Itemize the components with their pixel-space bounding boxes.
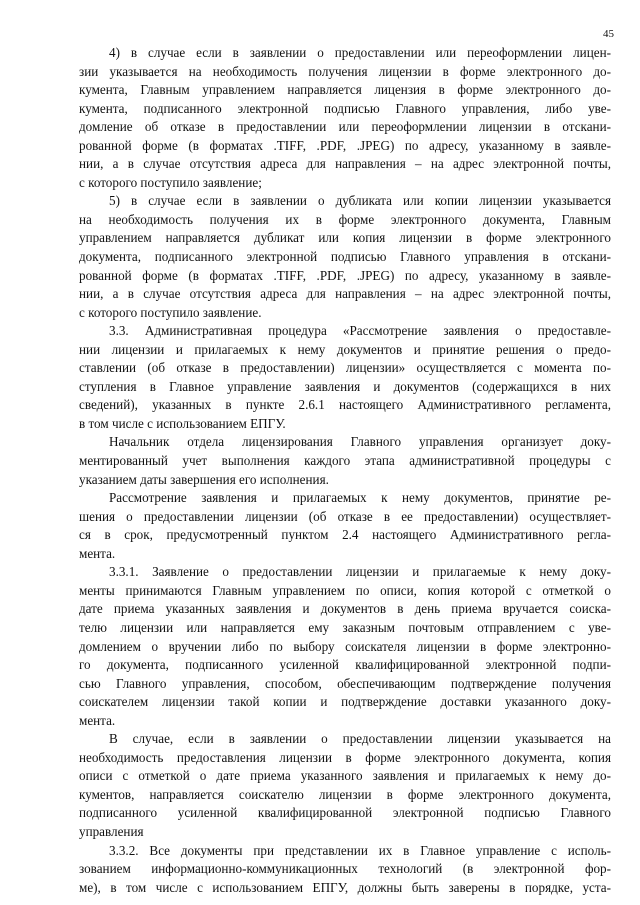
page-number: 45: [603, 28, 614, 40]
text-line: Рассмотрение заявления и прилагаемых к нему документов, принятие ре-: [109, 490, 611, 506]
text-line: рованной форме (в форматах .TIFF, .PDF, .JPEG) по адресу, указанному в заявле-: [79, 267, 611, 283]
text-line: сью Главного управления, способом, обеспечивающим подтверждение получения: [79, 675, 611, 691]
text-line: ме), в том числе с использованием ЕПГУ, должны быть заверены в порядке, уста-: [79, 879, 611, 895]
text-line: кументов, направляется соискателю лицензии в форме электронного документа,: [79, 786, 611, 802]
text-line: 3.3.1. Заявление о предоставлении лицензии и прилагаемые к нему доку-: [109, 564, 611, 580]
text-line: ментированный учет выполнения каждого этапа административной процедуры с: [79, 453, 611, 469]
text-line: указанием даты завершения его исполнения.: [79, 471, 329, 487]
text-line: управления: [79, 823, 144, 839]
text-line: телю лицензии или направляется ему заказным почтовым отправлением с уве-: [79, 619, 611, 635]
text-line: кумента, Главным управлением направляется лицензия в форме электронного до-: [79, 82, 611, 98]
text-line: нии, а в случае отсутствия адреса для направления – на адрес электронной почты,: [79, 286, 611, 302]
text-line: Начальник отдела лицензирования Главного управления организует доку-: [109, 434, 611, 450]
text-line: ступления в Главное управление заявления и документов (содержащихся в них: [79, 378, 611, 394]
text-line: нии лицензии и прилагаемых к нему документов и принятие решения о предо-: [79, 341, 611, 357]
text-line: кумента, подписанного электронной подписью Главного управления, либо уве-: [79, 100, 611, 116]
text-line: зованием информационно-коммуникационных технологий (в электронной фор-: [79, 861, 611, 877]
text-line: необходимость предоставления лицензии в форме электронного документа, копия: [79, 749, 611, 765]
text-line: В случае, если в заявлении о предоставлении лицензии указывается на: [109, 731, 611, 747]
text-line: описи с отметкой о дате приема указанного заявления и прилагаемых к нему до-: [79, 768, 611, 784]
text-line: шения о предоставлении лицензии (об отказе в ее предоставлении) осуществляет-: [79, 508, 611, 524]
text-line: мента.: [79, 712, 116, 728]
text-line: подписанного усиленной квалифицированной электронной подписью Главного: [79, 805, 611, 821]
text-line: документа, подписанного электронной подписью Главного управления в отскани-: [79, 249, 611, 265]
text-line: 3.3. Административная процедура «Рассмотрение заявления о предоставле-: [109, 323, 611, 339]
text-line: сведений), указанных в пункте 2.6.1 настоящего Административного регламента,: [79, 397, 611, 413]
text-line: рованной форме (в форматах .TIFF, .PDF, .JPEG) по адресу, указанному в заявле-: [79, 137, 611, 153]
paragraph: [79, 730, 611, 841]
text-line: на необходимость получения их в форме электронного документа, Главным: [79, 211, 611, 227]
text-line: 3.3.2. Все документы при представлении их в Главное управление с исполь-: [109, 842, 611, 858]
text-line: менты принимаются Главным управлением по описи, копия которой с отметкой о: [79, 582, 611, 598]
text-line: с которого поступило заявление.: [79, 304, 262, 320]
text-line: мента.: [79, 545, 116, 561]
text-line: в том числе с использованием ЕПГУ.: [79, 415, 286, 431]
text-line: го документа, подписанного усиленной квалифицированной электронной подпи-: [79, 657, 611, 673]
text-line: ся в срок, предусмотренный пунктом 2.4 настоящего Административного регла-: [79, 527, 611, 543]
paragraph: [79, 322, 611, 433]
text-line: управлением направляется дубликат или копия лицензии в форме электронного: [79, 230, 611, 246]
paragraph: [79, 44, 611, 192]
paragraph: [79, 563, 611, 730]
paragraph: [79, 842, 611, 898]
text-line: 5) в случае если в заявлении о дубликата или копии лицензии указывается: [109, 193, 611, 209]
paragraph: [79, 489, 611, 563]
text-line: дате приема указанных заявления и документов в день приема вручается соиска-: [79, 601, 611, 617]
text-line: зии указывается на необходимость получения лицензии в форме электронного до-: [79, 63, 611, 79]
document-body: [79, 44, 611, 897]
text-line: домление об отказе в предоставлении или переоформлении лицензии в отскани-: [79, 119, 611, 135]
text-line: соискателем лицензии такой копии и подтверждение доставки указанного доку-: [79, 694, 611, 710]
text-line: 4) в случае если в заявлении о предоставлении или переоформлении лицен-: [109, 45, 611, 60]
text-line: домлением о вручении либо по выбору соискателя лицензии в форме электронно-: [79, 638, 611, 654]
text-line: нии, а в случае отсутствия адреса для направления – на адрес электронной почты,: [79, 156, 611, 172]
text-line: с которого поступило заявление;: [79, 174, 262, 190]
paragraph: [79, 433, 611, 489]
paragraph: [79, 192, 611, 322]
text-line: ставлении (об отказе в предоставлении) лицензии» осуществляется с момента по-: [79, 360, 611, 376]
